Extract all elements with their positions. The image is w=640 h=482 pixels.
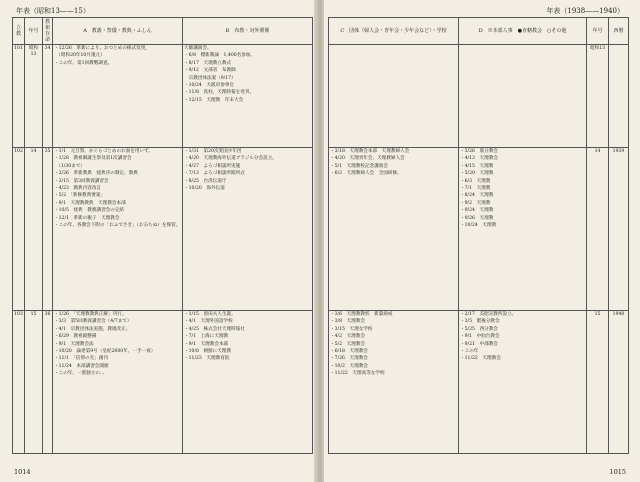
- entry-line: ・1/26 「天理教教典正解」刊行。: [54, 312, 127, 317]
- entry-line: ・この年、第1回教勢調査。: [54, 60, 113, 66]
- entry-line: ・4/23 教典内容改訂: [54, 186, 102, 192]
- cell-a: [53, 148, 183, 311]
- entry-line: ・この年、一派独立の…: [54, 371, 105, 377]
- cell-d: [459, 148, 587, 311]
- cell-nengo: 昭和13: [25, 45, 43, 148]
- col-header: B 布教・対外関係: [183, 18, 313, 45]
- entry-line: ・この年: [460, 349, 479, 355]
- entry-line: ・11/24 本部講習会開催: [54, 363, 109, 369]
- entry-line: ・6/3 天理教: [460, 178, 491, 184]
- table-row: [13, 148, 313, 311]
- cell-rikkyo: 103: [13, 311, 25, 454]
- entry-line: ・8/24 天理教: [460, 193, 494, 199]
- entry-line: ・4/1 宗教団体法実施、教規改正。: [54, 326, 131, 332]
- entry-line: ・9/2 天理教: [460, 200, 491, 206]
- col-header: 西暦: [609, 18, 629, 45]
- cell-c: [329, 45, 459, 148]
- entry-line: ・11/22 天理教会: [460, 356, 501, 362]
- entry-line: ・11/8 真柱、天理時報を発刊。: [184, 90, 255, 96]
- entry-line: 宗教団体法案（9/17）: [184, 75, 236, 81]
- entry-line: ・4/20 天理教海外伝道ブラジル分会設立。: [184, 156, 277, 162]
- chronology-table-right: [328, 17, 629, 454]
- entry-line: ・4/13 天理教会: [460, 156, 498, 162]
- entry-line: ・6/18 天理教会: [330, 349, 368, 355]
- chronology-table-left: [12, 17, 313, 454]
- entry-line: ・2/17 美昭宣教所設立。: [460, 312, 517, 317]
- entry-line: ・10/20 論達第9号（皇紀2600年、一手一夜）: [54, 349, 156, 355]
- cell-nengo: 14: [25, 148, 43, 311]
- entry-line: 大師講演会。: [184, 46, 212, 51]
- entry-line: ・5/2 「新修教典要案」: [54, 193, 106, 199]
- entry-line: ・この年、各教会下附の「おふでさき」（おみちぬ）を保管。: [54, 223, 181, 229]
- cell-zonmei: 36: [43, 311, 53, 454]
- col-header: D ※本部人事 ●直轄教会 ○その他: [459, 18, 587, 45]
- entry-line: ・8/25 台湾伝道庁: [184, 178, 227, 184]
- table-header-row: [329, 18, 629, 45]
- entry-line: ・3/18 天理教会本部 天理教婦人会: [330, 149, 410, 154]
- entry-line: ・9/1 天理教会本部: [184, 341, 229, 347]
- cell-a: [53, 45, 183, 148]
- entry-line: ・10/5 経典 教務講習会の完結: [54, 208, 125, 214]
- cell-nengo: 15: [587, 311, 609, 454]
- col-header: 立教: [13, 18, 25, 45]
- entry-line: ・8/17 天理教立教式: [184, 60, 232, 66]
- cell-rikkyo: 101: [13, 45, 25, 148]
- running-header-left: 年表（昭和13——15）: [16, 7, 90, 15]
- left-page: [0, 0, 316, 482]
- right-page: [324, 0, 640, 482]
- col-header: 教祖存命: [43, 18, 53, 45]
- entry-line: ・6/8 標新教論 1,400名参加。: [184, 53, 256, 59]
- entry-line: ・3/15 天理女学校: [330, 326, 373, 332]
- table-row: [329, 45, 629, 148]
- table-row: [13, 311, 313, 454]
- entry-line: ・9/1 天理教教典 天理教会本部: [54, 200, 126, 206]
- entry-line: ・12/1 革新の親子 天理教会: [54, 215, 120, 221]
- entry-line: ・7/1 上海に天理教: [184, 334, 229, 340]
- entry-line: ・1/31 第20次愛国少年団: [184, 149, 242, 154]
- cell-nengo: 昭和13: [587, 45, 609, 148]
- page-number-left: 1014: [14, 468, 31, 476]
- entry-line: ・5/20 天理教: [460, 171, 494, 177]
- col-header: A 教義・祭儀・教典・ふしん: [53, 18, 183, 45]
- entry-line: ・9/1 天理教会法: [54, 341, 94, 347]
- entry-line: ・1/1 元旦祭、かぐらづとめのお面を用いず。: [54, 149, 153, 154]
- cell-rikkyo: 102: [13, 148, 25, 311]
- entry-line: ・4/25 株式会社天理時報社: [184, 326, 245, 332]
- table-header-row: [13, 18, 313, 45]
- entry-line: ・1/28 教祖御誕生祭及第1次講習会: [54, 156, 132, 162]
- cell-nengo: 14: [587, 148, 609, 311]
- cell-d: [459, 45, 587, 148]
- entry-line: ・10/8 朝鮮に天理教: [184, 349, 232, 355]
- cell-seireki: 1939: [609, 148, 629, 311]
- cell-c: [329, 148, 459, 311]
- cell-c: [329, 311, 459, 454]
- entry-line: ・3/5 肥後分教会: [460, 319, 500, 325]
- table-row: [329, 311, 629, 454]
- entry-line: ・3/3 第5回教義講習会（4/7まで）: [54, 319, 132, 325]
- entry-line: ・10/24 天理教: [460, 223, 497, 229]
- entry-line: ・6/2 天理教婦人会 全国研修。: [330, 171, 402, 177]
- entry-line: ・12/26 革新により、おつとめの様式変更。: [54, 46, 150, 51]
- cell-nengo: 15: [25, 311, 43, 454]
- cell-seireki: 1940: [609, 311, 629, 454]
- col-header: C 団体（婦人会・青年会・少年会など）・学校: [329, 18, 459, 45]
- entry-line: ・4/1 天理外国語学校: [184, 319, 233, 325]
- entry-line: ・3/15 第3回教義講習会: [54, 178, 109, 184]
- entry-line: ・4/27 よろづ相談所実施: [184, 163, 241, 169]
- entry-line: ・6/29 教祖殿整備: [54, 334, 97, 340]
- cell-b: [183, 45, 313, 148]
- entry-line: （昭和20年10月復元）: [54, 53, 105, 59]
- running-header-right: 年表（1938——1940）: [546, 7, 624, 15]
- entry-line: ・11/1 「信仰の光」創刊: [54, 356, 108, 362]
- cell-a: [53, 311, 183, 454]
- entry-line: ・10/20 海外伝道: [184, 186, 225, 192]
- entry-line: ・9/26 天理教: [460, 215, 494, 221]
- entry-line: ・3/26 康分教会: [460, 149, 498, 154]
- entry-line: ・7/26 天理教会: [330, 356, 368, 362]
- entry-line: ・7/13 よろづ相談所開所式: [184, 171, 245, 177]
- col-header: 年号: [25, 18, 43, 45]
- entry-line: ・4/15 天理教: [460, 163, 494, 169]
- entry-line: ・5/1 天理教校記念講演会: [330, 163, 388, 169]
- entry-line: ・11/22 天理高等女学校: [330, 371, 385, 377]
- table-row: [329, 148, 629, 311]
- entry-line: ・7/1 天理教: [460, 186, 491, 192]
- entry-line: ・9/12 文部省 布教師: [184, 68, 236, 74]
- cell-b: [183, 148, 313, 311]
- entry-line: ・1/15 原田夫人生誕。: [184, 312, 236, 317]
- entry-line: ・12/15 天理教 年末大会: [184, 97, 244, 103]
- cell-zonmei: 35: [43, 148, 53, 311]
- page-number-right: 1015: [609, 468, 626, 476]
- entry-line: ・3/6 天理教教校 新築竣成: [330, 312, 393, 317]
- entry-line: ・5/2 天理教会: [330, 341, 365, 347]
- cell-b: [183, 311, 313, 454]
- entry-line: ・11/23 天理教育院: [184, 356, 230, 362]
- entry-line: ・5/25 西分教会: [460, 326, 498, 332]
- cell-zonmei: 34: [43, 45, 53, 148]
- entry-line: ・2/26 革新教典 経典序の制定、教典: [54, 171, 138, 177]
- entry-line: ・9/24 天理教: [460, 208, 494, 214]
- col-header: 年号: [587, 18, 609, 45]
- entry-line: ・9/21 中部教会: [460, 341, 498, 347]
- entry-line: ・9/1 中仙台教会: [460, 334, 500, 340]
- entry-line: ・4/2 天理教会: [330, 334, 365, 340]
- entry-line: ・10/24 大阪府参事官: [184, 83, 234, 89]
- entry-line: ・10/2 天理教会: [330, 363, 368, 369]
- cell-seireki: [609, 45, 629, 148]
- entry-line: ・4/20 天理青年会、天理教婦人会: [330, 156, 405, 162]
- entry-line: ・3/8 天理教会: [330, 319, 365, 325]
- entry-line: （1/30まで）: [54, 163, 85, 169]
- cell-d: [459, 311, 587, 454]
- table-row: [13, 45, 313, 148]
